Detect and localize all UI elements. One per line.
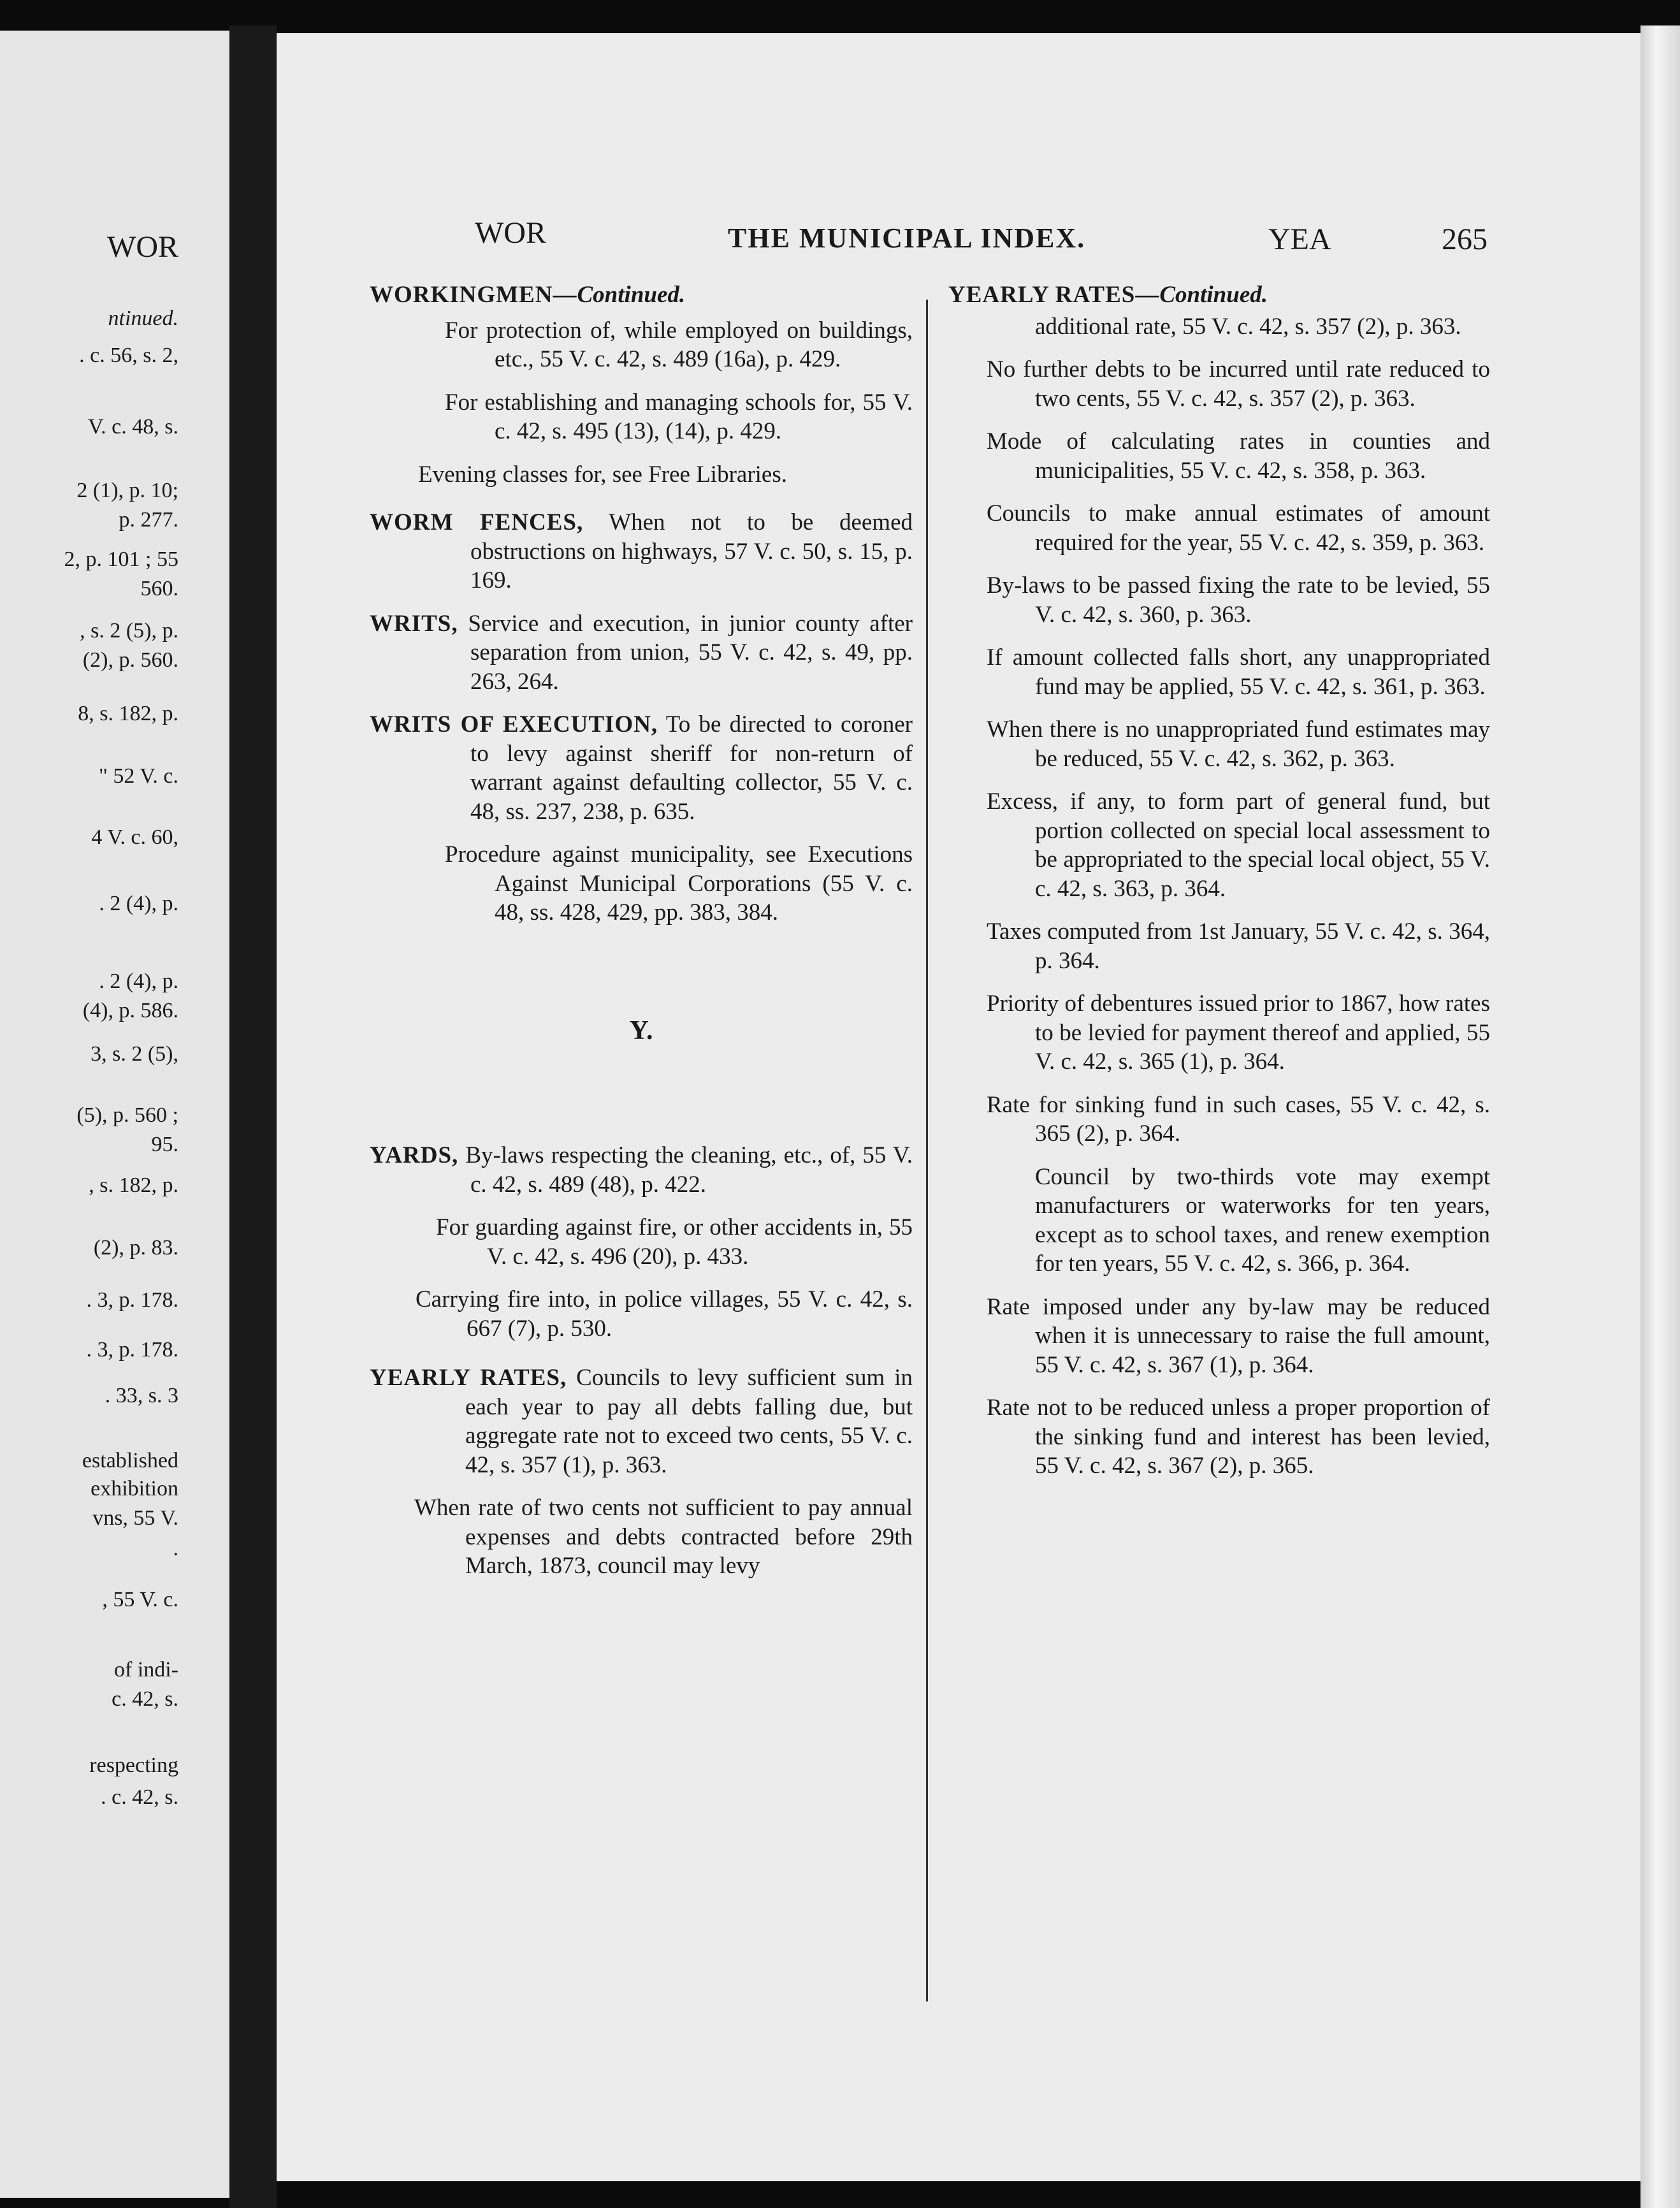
running-head-left: WOR [475, 216, 546, 250]
left-page-text-fragment: . 3, p. 178. [86, 1288, 178, 1312]
index-subentry: Evening classes for, see Free Libraries. [418, 461, 787, 488]
book-gutter [229, 25, 277, 2208]
index-subentry: For guarding against fire, or other accidents in, 55 V. c. 42, s. 496 (20), p. 433. [436, 1214, 913, 1270]
entry-text: When not to be deemed obstructions on highways, 57 V. c. 50, s. 15, p. 169. [470, 509, 913, 593]
entry-heading: WRITS OF EXECUTION, [370, 711, 658, 737]
left-page-text-fragment: . [173, 1537, 178, 1560]
continued-label: Continued. [577, 282, 686, 308]
left-page-text-fragment: , s. 2 (5), p. [80, 619, 178, 643]
left-page-text-fragment: 3, s. 2 (5), [91, 1042, 178, 1066]
index-entry-yards [370, 1141, 913, 1199]
left-page-text-fragment: , 55 V. c. [102, 1588, 178, 1611]
left-page-text-fragment: p. 277. [119, 508, 178, 532]
left-page-text-fragment: ntinued. [108, 307, 178, 330]
page-edge [1640, 25, 1680, 2208]
index-heading-yearly-rates-continued [948, 280, 1490, 310]
continued-label: Continued. [1159, 282, 1268, 308]
heading-text: WORKINGMEN— [370, 282, 577, 308]
entry-heading: YARDS, [370, 1142, 459, 1168]
index-subentry: Priority of debentures issued prior to 1867, how rates to be levied for payment thereof and applied, 55 V. c. 42, s. 365 (1), p. 364. [987, 991, 1490, 1075]
left-page-text-fragment: 2, p. 101 ; 55 [64, 548, 178, 571]
index-continuation: additional rate, 55 V. c. 42, s. 357 (2), p. 363. [1035, 313, 1461, 340]
entry-heading: WORM FENCES, [370, 509, 584, 535]
index-subentry: For establishing and managing schools for, 55 V. c. 42, s. 495 (13), (14), p. 429. [445, 389, 913, 444]
entry-text: Service and execution, in junior county after separation from union, 55 V. c. 42, s. 49, pp. 263, 264. [458, 610, 913, 695]
page-title: THE MUNICIPAL INDEX. [728, 222, 1086, 254]
left-column [370, 280, 913, 1595]
left-page-text-fragment: . 3, p. 178. [86, 1338, 178, 1362]
left-page-text-fragment: V. c. 48, s. [88, 415, 178, 439]
index-subentry: Taxes computed from 1st January, 55 V. c. 42, s. 364, p. 364. [987, 919, 1490, 974]
index-entry-writs-of-execution [370, 710, 913, 826]
index-subentry: Rate for sinking fund in such cases, 55 V. c. 42, s. 365 (2), p. 364. [987, 1091, 1490, 1147]
index-subentry: By-laws to be passed fixing the rate to be levied, 55 V. c. 42, s. 360, p. 363. [987, 572, 1490, 628]
left-page-text-fragment: . 33, s. 3 [105, 1384, 178, 1407]
index-subentry: Rate imposed under any by-law may be reduced when it is unnecessary to raise the full amount, 55 V. c. 42, s. 367 (1), p. 364. [987, 1293, 1490, 1378]
entry-text: To be directed to coroner to levy against sheriff for non-return of warrant against defaulting collector, 55 V. c. 48, ss. 237, 238, p. 635. [470, 711, 913, 825]
index-subentry: When rate of two cents not sufficient to pay annual expenses and debts contracted before 29th March, 1873, council may levy [414, 1495, 913, 1579]
left-page-text-fragment: vns, 55 V. [92, 1506, 178, 1530]
left-page-text-fragment: 95. [151, 1133, 178, 1156]
left-page-text-fragment: 560. [140, 577, 178, 600]
index-subentry: Councils to make annual estimates of amount required for the year, 55 V. c. 42, s. 359, p. 363. [987, 500, 1490, 556]
index-subentry: Procedure against municipality, see Executions Against Municipal Corporations (55 V. c. 48, ss. 428, 429, pp. 383, 384. [445, 841, 913, 926]
heading-text: YEARLY RATES— [948, 282, 1160, 308]
left-page-text-fragment: " 52 V. c. [98, 764, 178, 788]
left-page-text-fragment: (2), p. 560. [82, 648, 178, 672]
left-page-text-fragment: 4 V. c. 60, [91, 825, 178, 849]
left-page-text-fragment: exhibition [91, 1477, 178, 1500]
entry-text: Councils to levy sufficient sum in each year to pay all debts falling due, but aggregate rate not to exceed two cents, 55 V. c. 42, s. 357 (1), p. 363. [465, 1365, 913, 1478]
left-page-text-fragment: (2), p. 83. [93, 1236, 178, 1260]
entry-heading: WRITS, [370, 610, 458, 637]
index-subentry-nested: Council by two-thirds vote may exempt manufacturers or waterworks for ten years, except as to school taxes, and renew exemption for ten years, 55 V. c. 42, s. 366, p. 364. [1035, 1163, 1490, 1277]
left-page-running-head: WOR [107, 230, 178, 264]
previous-page-fragment [0, 31, 229, 2198]
running-head-right: YEA [1268, 222, 1331, 256]
index-entry-yearly-rates [370, 1363, 913, 1479]
index-subentry: For protection of, while employed on buildings, etc., 55 V. c. 42, s. 489 (16a), p. 429. [445, 317, 913, 372]
column-divider [926, 300, 928, 2001]
index-entry-worm-fences [370, 508, 913, 595]
left-page-text-fragment: respecting [89, 1754, 178, 1777]
index-heading-workingmen [370, 280, 913, 310]
entry-text: By-laws respecting the cleaning, etc., of, 55 V. c. 42, s. 489 (48), p. 422. [458, 1142, 913, 1198]
index-subentry: When there is no unappropriated fund estimates may be reduced, 55 V. c. 42, s. 362, p. 363. [987, 716, 1490, 772]
left-page-text-fragment: . c. 42, s. [101, 1785, 178, 1809]
index-subentry: Rate not to be reduced unless a proper proportion of the sinking fund and interest has been levied, 55 V. c. 42, s. 367 (2), p. 365. [987, 1395, 1490, 1479]
left-page-text-fragment: 8, s. 182, p. [78, 702, 178, 725]
page-number: 265 [1442, 222, 1488, 256]
left-page-text-fragment: (5), p. 560 ; [76, 1103, 178, 1127]
left-page-text-fragment: , s. 182, p. [89, 1173, 178, 1197]
left-page-text-fragment: 2 (1), p. 10; [76, 479, 178, 502]
entry-heading: YEARLY RATES, [370, 1365, 567, 1391]
index-subentry: Excess, if any, to form part of general fund, but portion collected on special local assessment to be appropriated to the special local object, 55 V. c. 42, s. 363, p. 364. [987, 788, 1490, 902]
index-entry-writs [370, 609, 913, 697]
index-subentry: Mode of calculating rates in counties and municipalities, 55 V. c. 42, s. 358, p. 363. [987, 428, 1490, 484]
index-subentry: If amount collected falls short, any unappropriated fund may be applied, 55 V. c. 42, s. 361, p. 363. [987, 644, 1490, 700]
section-letter: Y. [629, 1015, 653, 1045]
index-subentry: Carrying fire into, in police villages, 55 V. c. 42, s. 667 (7), p. 530. [416, 1286, 913, 1342]
left-page-text-fragment: of indi- [113, 1658, 178, 1681]
left-page-text-fragment: . 2 (4), p. [99, 892, 178, 915]
right-column [948, 280, 1490, 1495]
left-page-text-fragment: established [82, 1449, 178, 1472]
left-page-text-fragment: c. 42, s. [112, 1687, 178, 1711]
left-page-text-fragment: . c. 56, s. 2, [79, 344, 178, 367]
left-page-text-fragment: . 2 (4), p. [99, 970, 178, 993]
left-page-text-fragment: (4), p. 586. [82, 999, 178, 1022]
index-subentry: No further debts to be incurred until rate reduced to two cents, 55 V. c. 42, s. 357 (2), p. 363. [987, 356, 1490, 412]
